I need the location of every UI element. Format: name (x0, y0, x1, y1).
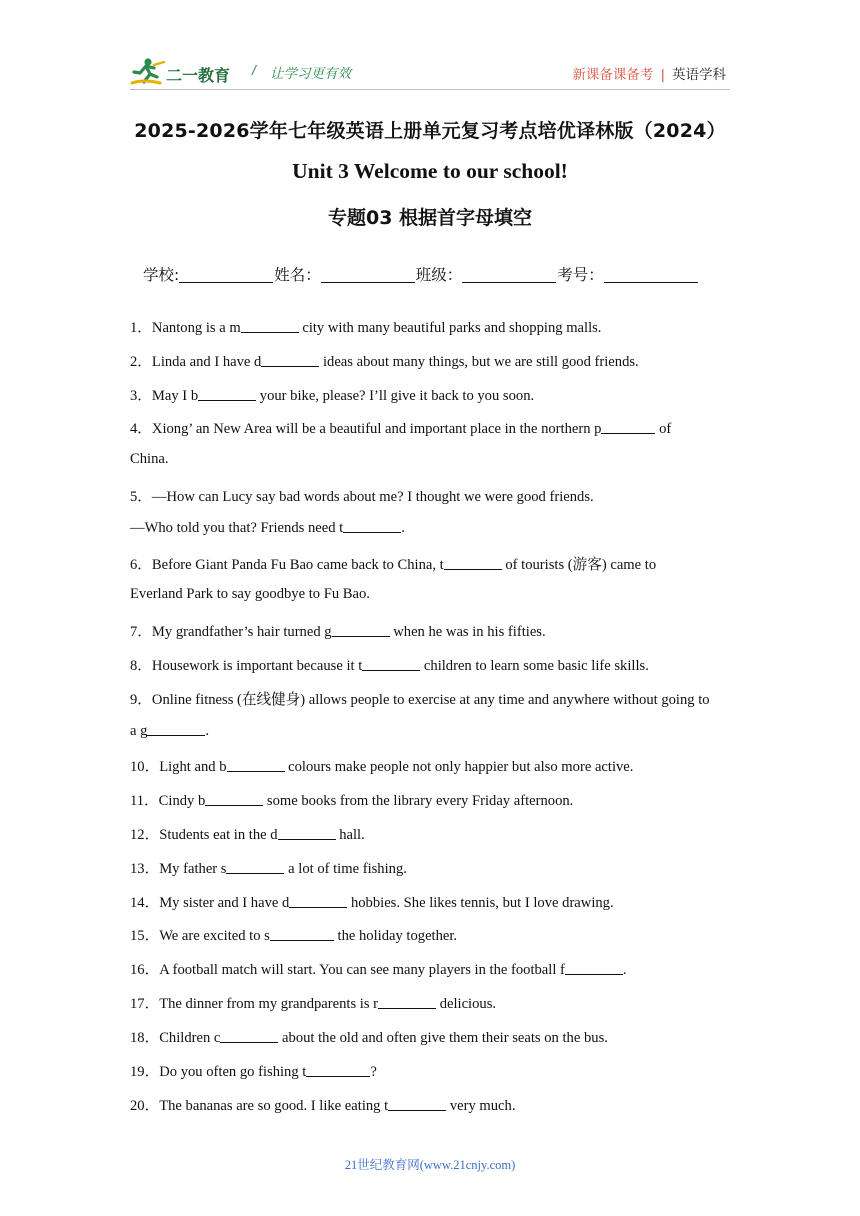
question-number: 13． (130, 861, 160, 877)
question-number: 12． (130, 827, 160, 843)
subject-tags (572, 63, 726, 83)
question-3 (130, 384, 534, 405)
question-text-tail: . (622, 962, 627, 978)
question-20 (130, 1094, 515, 1115)
question-text: The bananas are so good. I like eating t (159, 1098, 389, 1114)
question-12 (130, 823, 365, 844)
answer-blank (362, 657, 420, 671)
question-9-continued (130, 722, 209, 740)
question-6 (130, 553, 656, 574)
question-text: Children c (159, 1030, 221, 1046)
answer-blank (270, 927, 334, 941)
question-text-tail: very much. (446, 1098, 516, 1114)
question-number: 8． (130, 658, 152, 674)
question-8 (130, 654, 649, 675)
question-7 (130, 620, 546, 641)
question-text-tail: children to learn some basic life skills. (420, 658, 649, 674)
question-number: 2． (130, 354, 152, 370)
question-text: a g (130, 723, 148, 739)
document-title: 2025-2026学年七年级英语上册单元复习考点培优译林版（2024） (134, 120, 726, 142)
question-text-tail: a lot of time fishing. (284, 861, 407, 877)
unit-title: Unit 3 Welcome to our school! (292, 159, 568, 183)
school-blank (179, 266, 273, 283)
question-number: 16． (130, 962, 160, 978)
question-text: Everland Park to say goodbye to Fu Bao. (130, 586, 370, 602)
tag-course-prep: 新课备课备考 (572, 67, 654, 83)
question-13 (130, 857, 407, 878)
school-label: 学校: (143, 266, 180, 284)
question-number: 1． (130, 320, 152, 336)
question-15 (130, 924, 457, 945)
answer-blank (278, 826, 336, 840)
question-text-tail: some books from the library every Friday afternoon. (263, 793, 574, 809)
brand-name: 二一教育 (166, 66, 231, 85)
question-text: May I b (151, 388, 199, 404)
question-text-tail: ? (370, 1064, 377, 1080)
answer-blank (147, 722, 205, 736)
answer-blank (343, 519, 401, 533)
question-17 (130, 992, 496, 1013)
question-text: —How can Lucy say bad words about me? I thought we were good friends. (151, 489, 594, 505)
tag-subject: 英语学科 (672, 67, 726, 83)
question-text: We are excited to s (159, 928, 270, 944)
question-text-tail: city with many beautiful parks and shopping malls. (298, 320, 602, 336)
question-number: 11． (130, 793, 159, 809)
question-number: 3． (130, 388, 152, 404)
question-number: 5． (130, 489, 152, 505)
question-text: Nantong is a m (151, 320, 241, 336)
answer-blank (565, 961, 623, 975)
question-number: 4． (130, 421, 152, 437)
topic-title: 专题03 根据首字母填空 (327, 207, 533, 229)
name-label: 姓名： (274, 266, 321, 284)
question-text: The dinner from my grandparents is r (159, 996, 379, 1012)
question-1 (130, 316, 601, 337)
question-text-tail: . (205, 723, 210, 739)
name-blank (321, 266, 415, 283)
question-text-tail: ideas about many things, but we are still good friends. (319, 354, 639, 370)
answer-blank (306, 1063, 370, 1077)
question-text: Online fitness (在线健身) allows people to exercise at any time and anywhere without going to (151, 692, 710, 708)
question-text: Linda and I have d (151, 354, 262, 370)
question-text-tail: your bike, please? I’ll give it back to you soon. (256, 388, 535, 404)
student-info-line (143, 263, 699, 285)
answer-blank (332, 623, 390, 637)
question-number: 14． (130, 895, 160, 911)
question-text-tail: the holiday together. (333, 928, 458, 944)
class-label: 班级： (415, 266, 463, 284)
answer-blank (227, 758, 285, 772)
question-text-tail: of (655, 421, 672, 437)
question-5 (130, 485, 594, 506)
question-number: 17． (130, 996, 160, 1012)
brand-logo (130, 56, 242, 90)
slogan: 让学习更有效 (270, 66, 351, 82)
question-text-tail: . (401, 520, 405, 536)
question-2 (130, 350, 639, 371)
answer-blank (378, 995, 436, 1009)
question-text: Xiong’ an New Area will be a beautiful and important place in the northern p (151, 421, 602, 437)
exam-number-blank (604, 266, 698, 283)
question-text: Do you often go fishing t (159, 1064, 307, 1080)
question-text-tail: of tourists (游客) came to (501, 557, 657, 573)
exam-number-label: 考号： (557, 266, 604, 284)
answer-blank (220, 1029, 278, 1043)
question-text: My father s (159, 861, 227, 877)
question-16 (130, 958, 627, 979)
question-5-reply (130, 519, 405, 537)
page-footer: 21世纪教育网(www.21cnjy.com) (344, 1158, 516, 1172)
class-blank (462, 266, 556, 283)
question-number: 6． (130, 557, 152, 573)
answer-blank (241, 319, 299, 333)
question-text: My sister and I have d (159, 895, 290, 911)
page-header (130, 56, 730, 90)
question-number: 20． (130, 1098, 160, 1114)
question-text-tail: hall. (335, 827, 365, 843)
question-4-continued (130, 451, 169, 468)
question-10 (130, 755, 633, 776)
question-text: Housework is important because it t (151, 658, 363, 674)
question-text: Students eat in the d (159, 827, 278, 843)
question-number: 10． (130, 759, 160, 775)
question-number: 15． (130, 928, 160, 944)
answer-blank (261, 353, 319, 367)
question-text-tail: delicious. (436, 996, 497, 1012)
question-number: 19． (130, 1064, 160, 1080)
answer-blank (601, 420, 655, 434)
answer-blank (205, 792, 263, 806)
question-6-continued (130, 586, 370, 603)
question-text: My grandfather’s hair turned g (151, 624, 332, 640)
question-14 (130, 891, 614, 912)
answer-blank (226, 860, 284, 874)
question-text: Light and b (159, 759, 227, 775)
question-text: China. (130, 451, 169, 467)
question-text-tail: colours make people not only happier but also more active. (284, 759, 634, 775)
question-number: 7． (130, 624, 152, 640)
header-divider (130, 89, 730, 90)
question-number: 18． (130, 1030, 160, 1046)
answer-blank (444, 556, 502, 570)
answer-blank (388, 1097, 446, 1111)
question-18 (130, 1026, 608, 1047)
answer-blank (198, 387, 256, 401)
question-text: A football match will start. You can see many players in the football f (159, 962, 565, 978)
question-9 (130, 688, 710, 709)
question-text: —Who told you that? Friends need t (130, 520, 344, 536)
tag-separator: | (660, 67, 665, 83)
question-11 (130, 789, 573, 810)
answer-blank (289, 894, 347, 908)
question-text-tail: hobbies. She likes tennis, but I love drawing. (347, 895, 614, 911)
question-19 (130, 1060, 377, 1081)
question-text-tail: about the old and often give them their seats on the bus. (278, 1030, 608, 1046)
question-text-tail: when he was in his fifties. (389, 624, 546, 640)
question-text: Cindy b (158, 793, 206, 809)
slogan-divider: / (252, 62, 256, 78)
question-text: Before Giant Panda Fu Bao came back to China, t (151, 557, 444, 573)
question-number: 9． (130, 692, 152, 708)
question-4 (130, 417, 671, 438)
